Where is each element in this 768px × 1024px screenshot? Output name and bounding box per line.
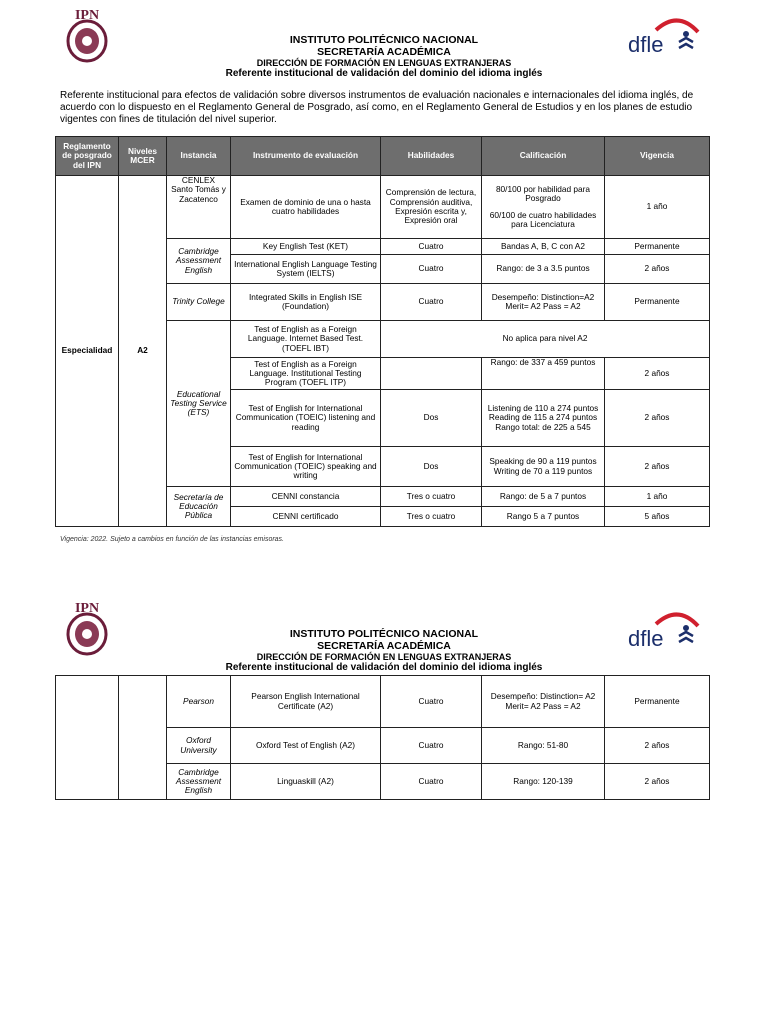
instancia-cell: Educational Testing Service (ETS)	[167, 321, 231, 487]
instancia-cell: Oxford University	[167, 728, 231, 764]
validation-table	[55, 136, 710, 527]
habilidades-cell: Dos	[381, 390, 482, 447]
nivel-cell	[119, 676, 167, 800]
vigencia-cell: Permanente	[605, 676, 710, 728]
instancia-cell: Secretaría de Educación Pública	[167, 487, 231, 527]
document-title: Referente institucional de validación del dominio del idioma inglés	[225, 68, 543, 80]
instrumento-cell: Pearson English International Certificate (A2)	[231, 676, 381, 728]
dfle-logo-text: dfle	[628, 32, 664, 57]
instrumento-cell: Linguaskill (A2)	[231, 764, 381, 800]
page2-header	[0, 628, 768, 674]
col-header: Vigencia	[605, 137, 710, 176]
calificacion-cell: Rango: 120-139	[482, 764, 605, 800]
calificacion-cell: Speaking de 90 a 119 puntos Writing de 70 a 119 puntos	[482, 447, 605, 487]
reglamento-cell: Especialidad	[56, 176, 119, 527]
vigencia-cell: Permanente	[605, 239, 710, 255]
nivel-cell: A2	[119, 176, 167, 527]
calificacion-cell: Desempeño: Distinction= A2 Merit= A2 Pass = A2	[482, 676, 605, 728]
table-row	[56, 176, 710, 239]
col-header: Calificación	[482, 137, 605, 176]
instrumento-cell: Integrated Skills in English ISE (Foundation)	[231, 284, 381, 321]
habilidades-cell: Cuatro	[381, 764, 482, 800]
instrumento-cell: CENNI certificado	[231, 507, 381, 527]
instrumento-cell: Test of English as a Foreign Language. Institutional Testing Program (TOEFL ITP)	[231, 358, 381, 390]
instrumento-cell: Key English Test (KET)	[231, 239, 381, 255]
habilidades-cell: Cuatro	[381, 284, 482, 321]
intro-paragraph: Referente institucional para efectos de validación sobre diversos instrumentos de evaluación nacionales e internacionales del idioma inglés, de acuerdo con lo dispuesto en el Reglamento General de Posgrado, así como, en el Reglamento General de Estudios y en los planes de estudio vigentes con fines de titulación del nivel superior.	[60, 90, 694, 126]
calificacion-cell: Desempeño: Distinction=A2 Merit= A2 Pass = A2	[482, 284, 605, 321]
vigencia-cell: 2 años	[605, 255, 710, 284]
continuation-table	[55, 675, 710, 800]
instancia-cell: Pearson	[167, 676, 231, 728]
calificacion-cell	[482, 176, 605, 239]
reglamento-cell	[56, 676, 119, 800]
calificacion-cell: Bandas A, B, C con A2	[482, 239, 605, 255]
calificacion-cell: Listening de 110 a 274 puntos Reading de 115 a 274 puntos Rango total: de 225 a 545	[482, 390, 605, 447]
vigencia-cell: Permanente	[605, 284, 710, 321]
vigencia-cell: 5 años	[605, 507, 710, 527]
calificacion-line: 60/100 de cuatro habilidades para Licenciatura	[489, 209, 597, 229]
col-header: Habilidades	[381, 137, 482, 176]
ipn-logo-text: IPN	[74, 8, 100, 23]
institution-name: INSTITUTO POLITÉCNICO NACIONAL	[289, 34, 479, 46]
instancia-cell: Cambridge Assessment English	[167, 764, 231, 800]
dfle-arc-icon	[656, 614, 698, 626]
habilidades-cell: Tres o cuatro	[381, 487, 482, 507]
secretaria-name: SECRETARÍA ACADÉMICA	[317, 46, 451, 59]
habilidades-cell: Tres o cuatro	[381, 507, 482, 527]
direccion-name: DIRECCIÓN DE FORMACIÓN EN LENGUAS EXTRANJERAS	[256, 58, 512, 69]
secretaria-name: SECRETARÍA ACADÉMICA	[317, 640, 451, 653]
habilidades-cell: Cuatro	[381, 239, 482, 255]
vigencia-cell: 2 años	[605, 390, 710, 447]
instrumento-cell: CENNI constancia	[231, 487, 381, 507]
habilidades-cell: Cuatro	[381, 676, 482, 728]
instrumento-cell: Examen de dominio de una o hasta cuatro habilidades	[231, 176, 381, 239]
vigencia-cell: 2 años	[605, 447, 710, 487]
calificacion-cell: Rango: de 3 a 3.5 puntos	[482, 255, 605, 284]
instrumento-cell: International English Language Testing System (IELTS)	[231, 255, 381, 284]
col-header: Instrumento de evaluación	[231, 137, 381, 176]
habilidades-cell: Cuatro	[381, 728, 482, 764]
vigencia-footnote: Vigencia: 2022. Sujeto a cambios en función de las instancias emisoras.	[60, 536, 285, 543]
ipn-logo-text: IPN	[74, 601, 100, 616]
instancia-cell: Trinity College	[167, 284, 231, 321]
instrumento-cell: Test of English as a Foreign Language. Internet Based Test. (TOEFL IBT)	[231, 321, 381, 358]
calificacion-cell: Rango: 51-80	[482, 728, 605, 764]
table-header-row	[56, 137, 710, 176]
instrumento-cell: Test of English for International Communication (TOEIC) listening and reading	[231, 390, 381, 447]
calificacion-line: 80/100 por habilidad para Posgrado	[495, 183, 591, 204]
habilidades-cell	[381, 358, 482, 390]
page1-header	[0, 34, 768, 80]
col-header: Niveles MCER	[119, 137, 167, 176]
col-header: Instancia	[167, 137, 231, 176]
direccion-name: DIRECCIÓN DE FORMACIÓN EN LENGUAS EXTRANJERAS	[256, 652, 512, 663]
calificacion-cell: Rango: de 5 a 7 puntos	[482, 487, 605, 507]
no-aplica-cell: No aplica para nivel A2	[381, 321, 710, 358]
vigencia-cell: 2 años	[605, 728, 710, 764]
vigencia-cell: 2 años	[605, 764, 710, 800]
dfle-arc-icon	[656, 20, 698, 32]
calificacion-cell: Rango 5 a 7 puntos	[482, 507, 605, 527]
table-row	[56, 676, 710, 728]
instancia-cell: Cambridge Assessment English	[167, 239, 231, 284]
habilidades-cell: Dos	[381, 447, 482, 487]
vigencia-cell: 1 año	[605, 176, 710, 239]
col-header: Reglamento de posgrado del IPN	[56, 137, 119, 176]
vigencia-cell: 1 año	[605, 487, 710, 507]
institution-name: INSTITUTO POLITÉCNICO NACIONAL	[289, 628, 479, 640]
document-title: Referente institucional de validación del dominio del idioma inglés	[225, 662, 543, 674]
dfle-logo-text: dfle	[628, 626, 664, 651]
instrumento-cell: Test of English for International Communication (TOEIC) speaking and writing	[231, 447, 381, 487]
habilidades-cell: Comprensión de lectura, Comprensión auditiva, Expresión escrita y, Expresión oral	[381, 176, 482, 239]
instrumento-cell: Oxford Test of English (A2)	[231, 728, 381, 764]
instancia-cell: CENLEX Santo Tomás y Zacatenco	[167, 176, 231, 239]
habilidades-cell: Cuatro	[381, 255, 482, 284]
calificacion-cell: Rango: de 337 a 459 puntos	[482, 358, 605, 390]
vigencia-cell: 2 años	[605, 358, 710, 390]
